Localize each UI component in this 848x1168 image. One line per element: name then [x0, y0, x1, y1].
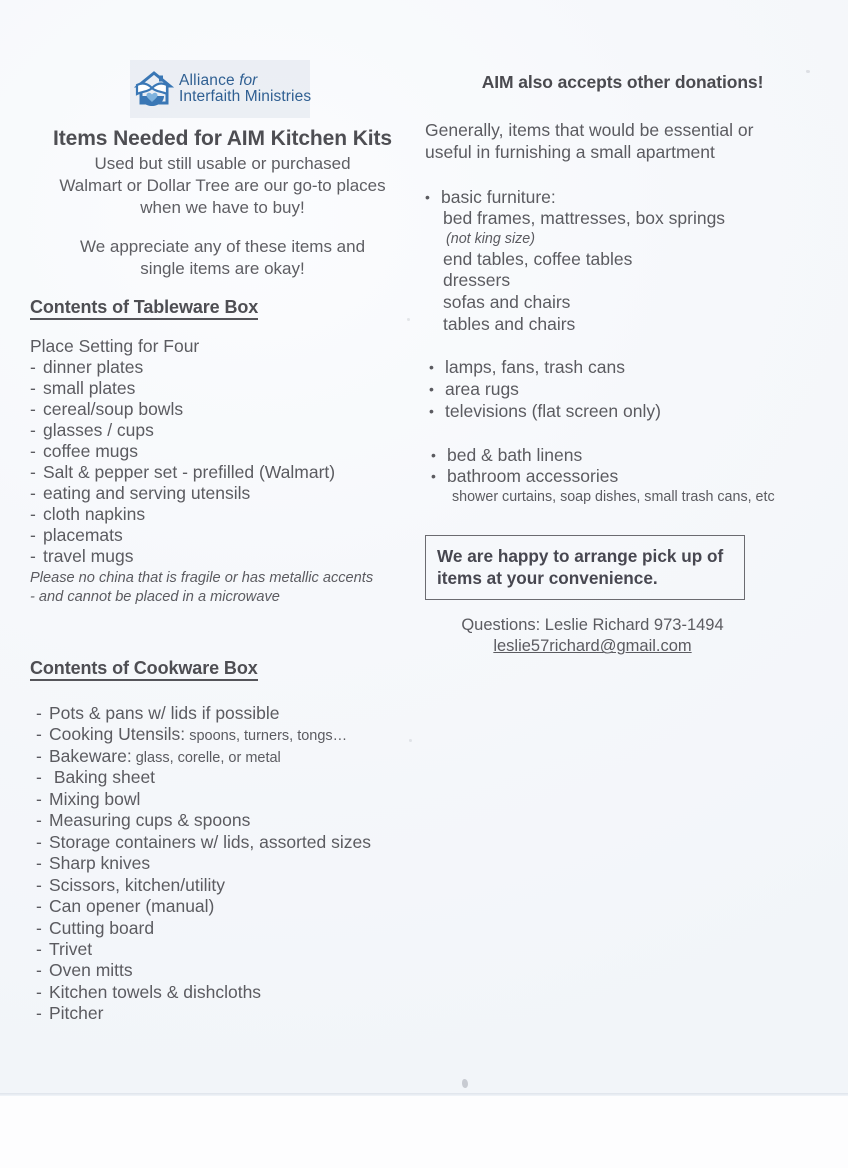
- left-column: [30, 60, 415, 1025]
- dash-marker: -: [30, 377, 36, 398]
- dash-marker: -: [36, 874, 42, 895]
- furniture-group: [425, 187, 820, 209]
- bullet-marker: •: [431, 468, 436, 485]
- right-column: [425, 72, 820, 658]
- list-item: [30, 357, 415, 378]
- intro-line: when we have to buy!: [140, 197, 305, 217]
- appreciation-line: single items are okay!: [140, 258, 305, 278]
- list-item: [30, 483, 415, 504]
- list-item: [30, 420, 415, 441]
- list-item: [36, 703, 415, 724]
- list-item-label: Baking sheet: [49, 767, 156, 788]
- list-item-note: glass, corelle, or metal: [131, 749, 281, 766]
- list-item: [36, 789, 415, 810]
- list-item-label: Trivet: [49, 939, 93, 960]
- dash-marker: -: [36, 831, 42, 852]
- list-item: [36, 767, 415, 788]
- furniture-sub-list: [425, 208, 820, 335]
- intro-line: Walmart or Dollar Tree are our go-to places: [59, 175, 386, 195]
- list-item-label: Oven mitts: [49, 960, 133, 981]
- scan-speck: [462, 1079, 468, 1088]
- logo-line1-italic: for: [239, 72, 258, 90]
- dash-marker: -: [36, 810, 42, 831]
- list-item: sofas and chairs: [443, 292, 571, 313]
- tableware-list: [30, 357, 415, 568]
- list-item: [30, 378, 415, 399]
- list-item-note: spoons, turners, tongs…: [185, 728, 348, 745]
- dash-marker: -: [36, 767, 42, 788]
- bullet-marker: •: [425, 188, 430, 205]
- logo-line2: Interfaith Ministries: [179, 88, 312, 105]
- list-item: [36, 853, 415, 874]
- list-item: (not king size): [446, 231, 535, 248]
- list-item: [30, 546, 415, 567]
- list-item: [30, 504, 415, 525]
- list-item-label: Kitchen towels & dishcloths: [49, 981, 262, 1002]
- list-item-label: Pots & pans w/ lids if possible: [49, 702, 280, 723]
- note-line: Please no china that is fragile or has metallic accents: [30, 570, 374, 587]
- dash-marker: -: [36, 1003, 42, 1024]
- list-item-label: placemats: [43, 525, 123, 546]
- list-item-label: televisions (flat screen only): [445, 400, 661, 421]
- list-item: [30, 462, 415, 483]
- page-title: Items Needed for AIM Kitchen Kits: [53, 127, 392, 150]
- list-item: [36, 1003, 415, 1024]
- list-item: [36, 875, 415, 896]
- list-item: [36, 810, 415, 831]
- list-item-label: bed & bath linens: [447, 444, 583, 465]
- list-item: bed frames, mattresses, box springs: [443, 208, 726, 229]
- callout-line: items at your convenience.: [437, 567, 658, 588]
- bullet-marker: •: [431, 446, 436, 463]
- list-item-label: cereal/soup bowls: [43, 398, 184, 419]
- dash-marker: -: [36, 788, 42, 809]
- spacer: [30, 219, 415, 236]
- aim-logo: [130, 60, 310, 118]
- list-item: [36, 960, 415, 981]
- list-item-label: glasses / cups: [43, 419, 154, 440]
- logo-wordmark: [179, 73, 311, 105]
- dash-marker: -: [36, 960, 42, 981]
- list-item-label: Mixing bowl: [49, 788, 141, 809]
- list-item-label: area rugs: [445, 379, 519, 400]
- list-item: [30, 525, 415, 546]
- list-item-label: Scissors, kitchen/utility: [49, 874, 226, 895]
- tableware-section-heading: Contents of Tableware Box: [30, 297, 258, 320]
- dash-marker: -: [30, 525, 36, 546]
- tableware-lead: Place Setting for Four: [30, 335, 200, 356]
- list-item: [429, 379, 820, 401]
- tableware-restriction-note: [30, 569, 415, 605]
- dash-marker: -: [30, 398, 36, 419]
- bullet-marker: •: [429, 402, 434, 419]
- list-item-label: Sharp knives: [49, 853, 151, 874]
- dash-marker: -: [30, 440, 36, 461]
- list-item: end tables, coffee tables: [443, 248, 633, 269]
- appreciation-line: We appreciate any of these items and: [79, 236, 366, 256]
- list-item-label: Pitcher: [49, 1003, 104, 1024]
- list-item: tables and chairs: [443, 313, 576, 334]
- list-item-label: small plates: [43, 377, 136, 398]
- list-item: [431, 466, 820, 488]
- list-item: [36, 896, 415, 917]
- list-item: [36, 746, 415, 767]
- list-item-label: lamps, fans, trash cans: [445, 357, 625, 378]
- cookware-heading-wrap: [30, 658, 415, 681]
- bathroom-accessories-note: shower curtains, soap dishes, small trash cans, etc: [452, 488, 775, 505]
- list-item: [429, 401, 820, 423]
- list-item-label: Salt & pepper set - prefilled (Walmart): [43, 462, 336, 482]
- dash-marker: -: [36, 702, 42, 723]
- list-item-label: cloth napkins: [43, 504, 146, 525]
- list-item-label: travel mugs: [43, 546, 134, 567]
- list-item: [425, 187, 820, 209]
- list-item-label: Cutting board: [49, 917, 155, 938]
- donations-intro: [425, 119, 820, 164]
- intro-line: useful in furnishing a small apartment: [425, 142, 715, 163]
- donations-heading: AIM also accepts other donations!: [481, 72, 764, 92]
- list-item-label: Cooking Utensils:: [49, 724, 186, 745]
- cookware-section-heading: Contents of Cookware Box: [30, 658, 258, 681]
- list-item-label: coffee mugs: [43, 440, 139, 461]
- dash-marker: -: [36, 853, 42, 874]
- linens-group: [425, 445, 820, 488]
- list-item-label: Can opener (manual): [49, 896, 215, 917]
- house-book-heart-logo-icon: [134, 69, 174, 109]
- note-line: - and cannot be placed in a microwave: [30, 588, 280, 605]
- list-item-label: dinner plates: [43, 356, 144, 377]
- contact-block: [425, 615, 760, 659]
- list-item-label: eating and serving utensils: [43, 483, 251, 504]
- list-item-label: Storage containers w/ lids, assorted sizes: [49, 831, 371, 852]
- dash-marker: -: [36, 939, 42, 960]
- household-group: [425, 357, 820, 422]
- bullet-marker: •: [429, 359, 434, 376]
- dash-marker: -: [36, 896, 42, 917]
- cookware-list: [30, 703, 415, 1025]
- list-item-label: basic furniture:: [441, 186, 556, 207]
- list-item-label: Bakeware:: [49, 745, 132, 766]
- intro-line: Used but still usable or purchased: [94, 154, 351, 173]
- list-item: [30, 399, 415, 420]
- list-item: dressers: [443, 270, 511, 291]
- list-item: [36, 918, 415, 939]
- dash-marker: -: [30, 546, 36, 567]
- bullet-marker: •: [429, 381, 434, 398]
- list-item: [431, 445, 820, 467]
- dash-marker: -: [30, 483, 36, 504]
- list-item: [36, 939, 415, 960]
- list-item-label: bathroom accessories: [447, 466, 619, 487]
- callout-line: We are happy to arrange pick up of: [437, 545, 724, 566]
- pickup-callout-box: [425, 535, 745, 600]
- tableware-heading-wrap: [30, 297, 415, 320]
- dash-marker: -: [30, 504, 36, 525]
- logo-line1: Alliance: [179, 72, 235, 90]
- dash-marker: -: [36, 981, 42, 1002]
- appreciation-text: [30, 236, 415, 280]
- list-item: [36, 832, 415, 853]
- intro-text: [30, 153, 415, 219]
- dash-marker: -: [30, 462, 36, 482]
- dash-marker: -: [36, 917, 42, 938]
- list-item: [429, 357, 820, 379]
- list-item: [30, 441, 415, 462]
- list-item-label: Measuring cups & spoons: [49, 810, 251, 831]
- contact-email-link[interactable]: leslie57richard@gmail.com: [493, 637, 692, 656]
- list-item: [36, 982, 415, 1003]
- page-lower-margin: [0, 1096, 848, 1168]
- dash-marker: -: [30, 419, 36, 440]
- dash-marker: -: [36, 745, 42, 766]
- intro-line: Generally, items that would be essential or: [425, 120, 754, 140]
- dash-marker: -: [30, 356, 36, 377]
- contact-phone-line: Questions: Leslie Richard 973-1494: [461, 615, 724, 634]
- list-item: [36, 724, 415, 745]
- dash-marker: -: [36, 724, 42, 745]
